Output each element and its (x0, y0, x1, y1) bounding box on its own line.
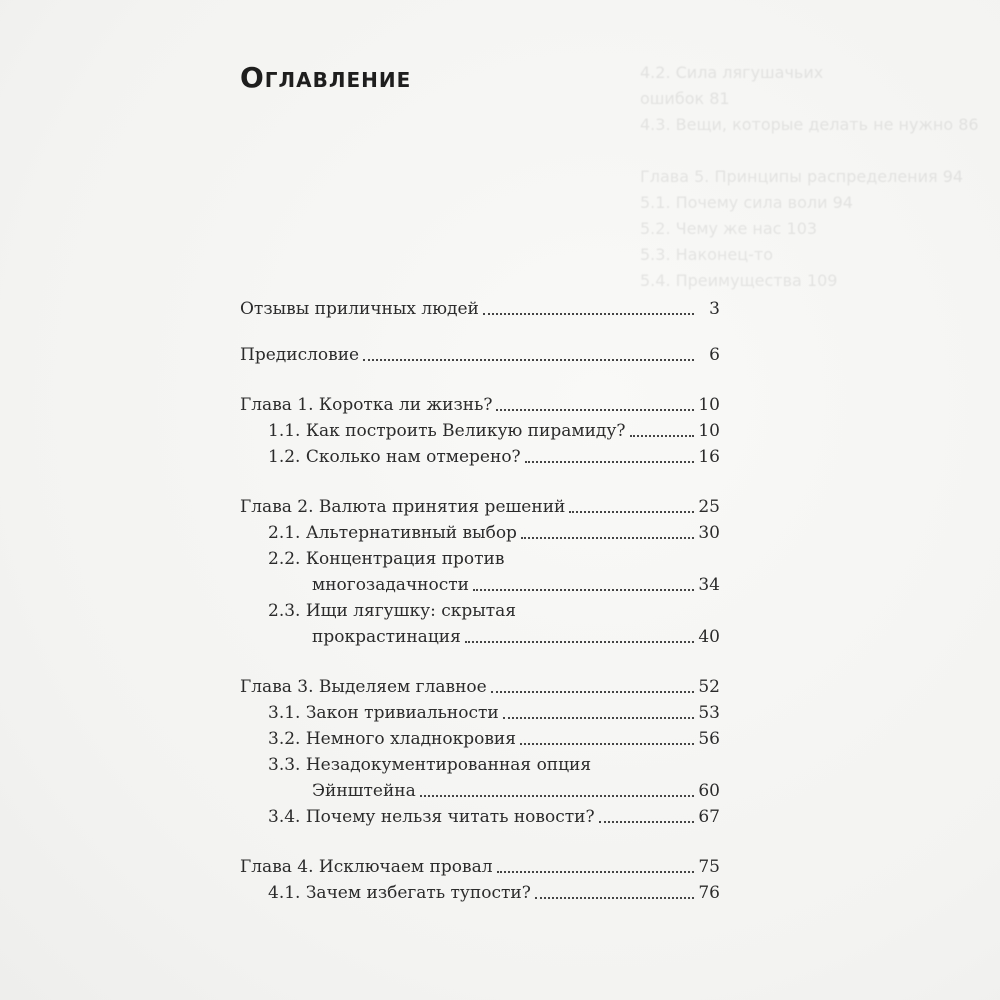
toc-entry-section-3-1[interactable] (240, 700, 720, 726)
leader-dots (465, 641, 694, 643)
toc-title: Оглавление (240, 61, 412, 94)
toc-page-number: 76 (698, 883, 720, 903)
toc-entry-label-continued: многозадачности (312, 575, 470, 595)
bleed-through-text: 4.2. Сила лягушачьих ошибок 81 4.3. Вещи, которые делать не нужно 86 Глава 5. Принципы распределения 94 5.1. Почему сила воли 94 5.2. Чему же нас 103 5.3. Наконец-то 5.4. Преимущества 109 (640, 63, 979, 290)
toc-entry-preface[interactable] (240, 342, 720, 368)
leader-dots (569, 511, 694, 513)
toc-entry-chapter-3[interactable] (240, 674, 720, 700)
toc-entry-section-2-3[interactable] (240, 598, 720, 624)
leader-dots (521, 537, 694, 539)
toc-page-number: 34 (698, 575, 720, 595)
toc-page-number: 53 (698, 703, 720, 723)
toc-page-number: 52 (698, 677, 720, 697)
toc-entry-section-3-2[interactable] (240, 726, 720, 752)
toc-entry-section-1-2[interactable] (240, 444, 720, 470)
toc-entry-label: 3.4. Почему нельзя читать новости? (268, 807, 595, 827)
toc-page-number: 56 (698, 729, 720, 749)
leader-dots (496, 409, 694, 411)
toc-entry-label: Глава 1. Коротка ли жизнь? (240, 395, 493, 415)
toc-entry-section-2-3-continued[interactable] (240, 624, 720, 650)
leader-dots (491, 691, 694, 693)
toc-entry-section-4-1[interactable] (240, 880, 720, 906)
leader-dots (483, 313, 694, 315)
toc-page-number: 25 (698, 497, 720, 517)
toc-entry-label: 2.2. Концентрация против (268, 549, 505, 569)
toc-entry-section-2-1[interactable] (240, 520, 720, 546)
toc-entry-label: Глава 4. Исключаем провал (240, 857, 493, 877)
toc-entry-label: Глава 2. Валюта принятия решений (240, 497, 566, 517)
toc-entry-label: 1.1. Как построить Великую пирамиду? (268, 421, 626, 441)
toc-entry-label: Глава 3. Выделяем главное (240, 677, 487, 697)
leader-dots (503, 717, 694, 719)
toc-entry-label: 2.3. Ищи лягушку: скрытая (268, 601, 517, 621)
leader-dots (497, 871, 694, 873)
leader-dots (599, 821, 694, 823)
table-of-contents (240, 60, 720, 906)
toc-entry-reviews[interactable] (240, 296, 720, 322)
toc-entry-label: 2.1. Альтернативный выбор (268, 523, 517, 543)
toc-entry-label: Предисловие (240, 345, 360, 365)
toc-entry-section-2-2[interactable] (240, 546, 720, 572)
leader-dots (420, 795, 694, 797)
toc-entry-chapter-2[interactable] (240, 494, 720, 520)
toc-page-number: 10 (698, 395, 720, 415)
toc-entry-label-continued: Эйнштейна (312, 781, 416, 801)
leader-dots (535, 897, 694, 899)
leader-dots (525, 461, 694, 463)
toc-entry-label: 3.3. Незадокументированная опция (268, 755, 592, 775)
toc-entry-label-continued: прокрастинация (312, 627, 461, 647)
leader-dots (473, 589, 694, 591)
toc-entry-chapter-4[interactable] (240, 854, 720, 880)
leader-dots (630, 435, 695, 437)
toc-entry-label: 4.1. Зачем избегать тупости? (268, 883, 531, 903)
toc-page-number: 10 (698, 421, 720, 441)
toc-entry-section-3-4[interactable] (240, 804, 720, 830)
toc-entry-chapter-1[interactable] (240, 392, 720, 418)
toc-page-number: 40 (698, 627, 720, 647)
toc-page-number: 30 (698, 523, 720, 543)
toc-entry-section-1-1[interactable] (240, 418, 720, 444)
toc-entry-label: 3.2. Немного хладнокровия (268, 729, 516, 749)
toc-page-number: 6 (709, 345, 720, 365)
toc-entry-section-3-3-continued[interactable] (240, 778, 720, 804)
toc-page-number: 16 (698, 447, 720, 467)
toc-entry-section-2-2-continued[interactable] (240, 572, 720, 598)
leader-dots (520, 743, 694, 745)
toc-page-number: 3 (709, 299, 720, 319)
toc-entry-label: Отзывы приличных людей (240, 299, 479, 319)
toc-page-number: 60 (698, 781, 720, 801)
leader-dots (363, 359, 694, 361)
toc-entry-label: 3.1. Закон тривиальности (268, 703, 499, 723)
toc-page-number: 75 (698, 857, 720, 877)
toc-entry-label: 1.2. Сколько нам отмерено? (268, 447, 521, 467)
toc-entry-section-3-3[interactable] (240, 752, 720, 778)
toc-page-number: 67 (698, 807, 720, 827)
